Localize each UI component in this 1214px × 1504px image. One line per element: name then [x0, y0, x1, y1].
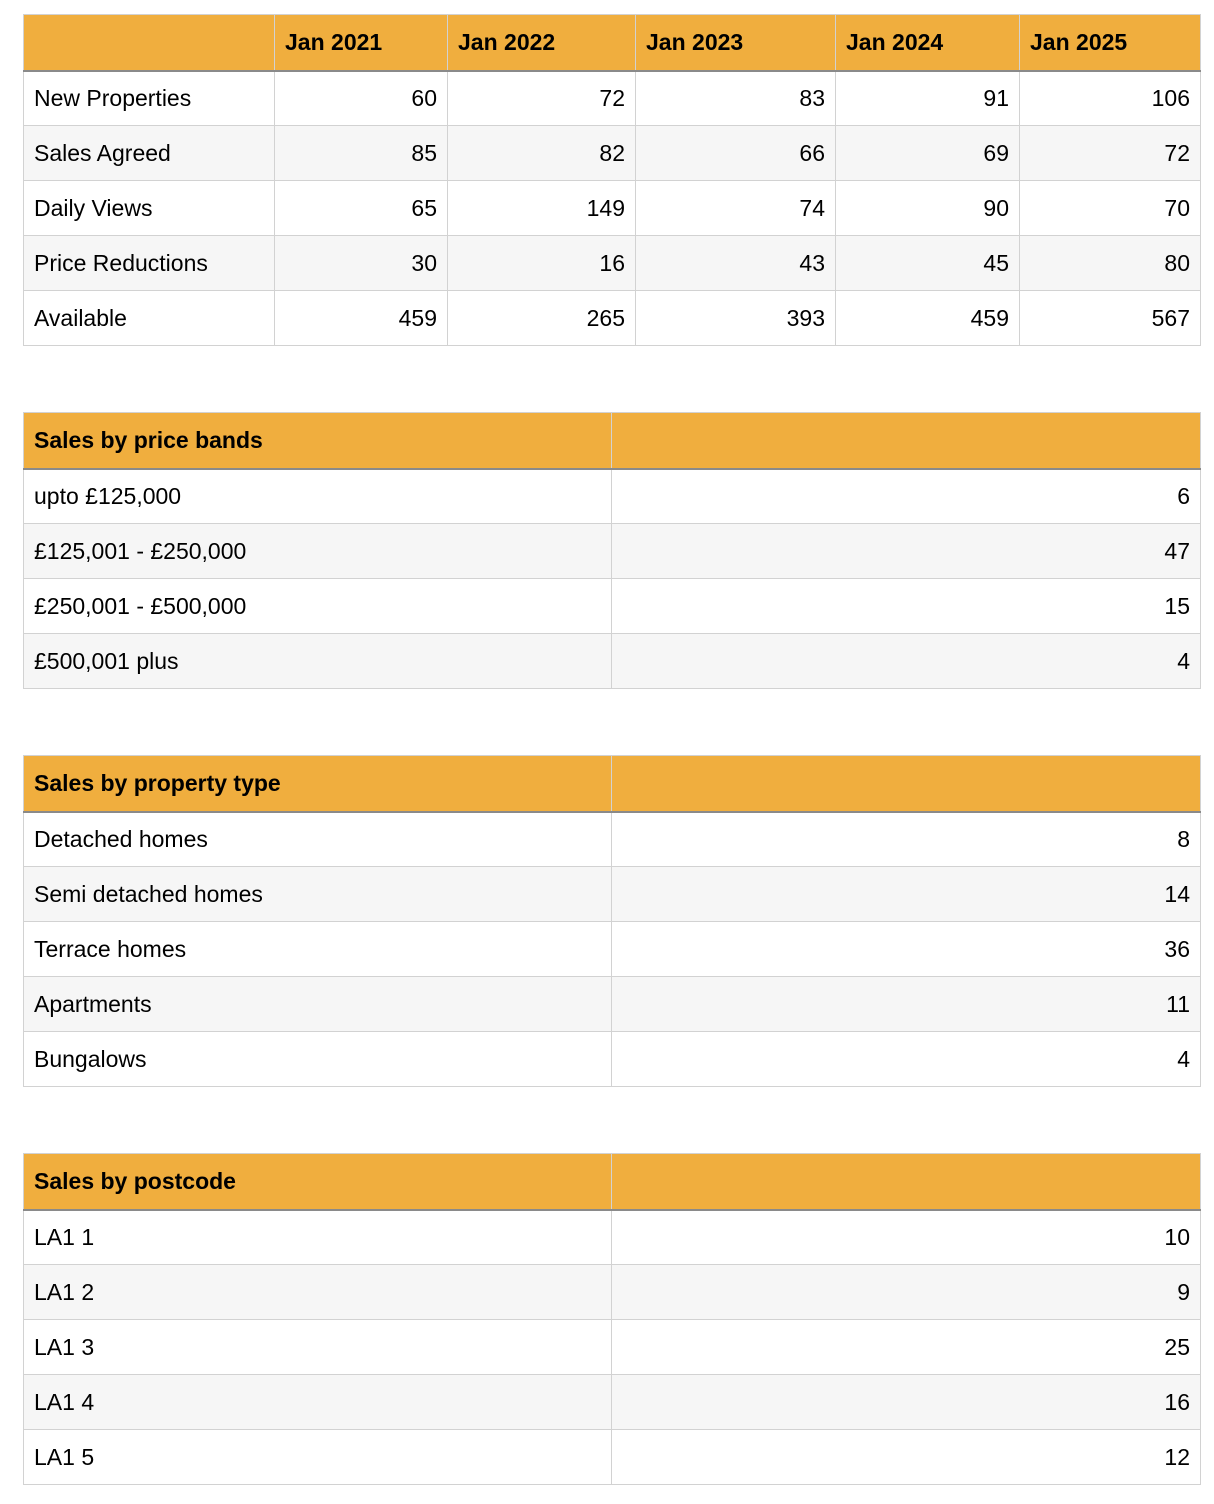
table-row: [24, 634, 1201, 689]
cell-value: 82: [448, 126, 636, 181]
table-row: [24, 1032, 1201, 1087]
cell-value: 69: [836, 126, 1020, 181]
cell-value: 72: [1020, 126, 1201, 181]
row-label: Sales Agreed: [24, 126, 275, 181]
row-label: New Properties: [24, 71, 275, 126]
table-title: Sales by property type: [24, 756, 612, 812]
table-row: [24, 291, 1201, 346]
cell-value: 74: [636, 181, 836, 236]
cell-value: 83: [636, 71, 836, 126]
cell-value: 106: [1020, 71, 1201, 126]
table-row: [24, 977, 1201, 1032]
cell-value: 72: [448, 71, 636, 126]
table-row: [24, 71, 1201, 126]
cell-value: 25: [612, 1320, 1201, 1375]
monthly-header-col: Jan 2025: [1020, 15, 1201, 71]
row-label: LA1 4: [24, 1375, 612, 1430]
value-header: [612, 1154, 1201, 1210]
cell-value: 45: [836, 236, 1020, 291]
table-title: Sales by price bands: [24, 413, 612, 469]
cell-value: 265: [448, 291, 636, 346]
postcode-header-row: [24, 1154, 1201, 1210]
cell-value: 11: [612, 977, 1201, 1032]
row-label: LA1 5: [24, 1430, 612, 1485]
postcode-table: [23, 1153, 1201, 1485]
cell-value: 43: [636, 236, 836, 291]
row-label: Available: [24, 291, 275, 346]
cell-value: 149: [448, 181, 636, 236]
cell-value: 60: [275, 71, 448, 126]
row-label: £250,001 - £500,000: [24, 579, 612, 634]
row-label: LA1 3: [24, 1320, 612, 1375]
property-type-header-row: [24, 756, 1201, 812]
row-label: £500,001 plus: [24, 634, 612, 689]
cell-value: 91: [836, 71, 1020, 126]
cell-value: 36: [612, 922, 1201, 977]
table-row: [24, 1265, 1201, 1320]
row-label: £125,001 - £250,000: [24, 524, 612, 579]
table-row: [24, 1375, 1201, 1430]
row-label: Semi detached homes: [24, 867, 612, 922]
cell-value: 66: [636, 126, 836, 181]
table-row: [24, 469, 1201, 524]
row-label: Apartments: [24, 977, 612, 1032]
table-row: [24, 1320, 1201, 1375]
cell-value: 65: [275, 181, 448, 236]
table-row: [24, 126, 1201, 181]
monthly-header-col: Jan 2023: [636, 15, 836, 71]
cell-value: 10: [612, 1210, 1201, 1265]
cell-value: 12: [612, 1430, 1201, 1485]
cell-value: 16: [612, 1375, 1201, 1430]
table-row: [24, 236, 1201, 291]
row-label: Price Reductions: [24, 236, 275, 291]
row-label: LA1 1: [24, 1210, 612, 1265]
cell-value: 90: [836, 181, 1020, 236]
table-row: [24, 181, 1201, 236]
row-label: Daily Views: [24, 181, 275, 236]
monthly-header-col: Jan 2021: [275, 15, 448, 71]
table-row: [24, 1430, 1201, 1485]
cell-value: 567: [1020, 291, 1201, 346]
cell-value: 15: [612, 579, 1201, 634]
cell-value: 70: [1020, 181, 1201, 236]
row-label: Bungalows: [24, 1032, 612, 1087]
table-row: [24, 524, 1201, 579]
table-row: [24, 812, 1201, 867]
cell-value: 393: [636, 291, 836, 346]
cell-value: 47: [612, 524, 1201, 579]
cell-value: 30: [275, 236, 448, 291]
cell-value: 4: [612, 1032, 1201, 1087]
table-row: [24, 922, 1201, 977]
property-type-table: [23, 755, 1201, 1087]
value-header: [612, 756, 1201, 812]
monthly-header-col: Jan 2024: [836, 15, 1020, 71]
cell-value: 6: [612, 469, 1201, 524]
cell-value: 4: [612, 634, 1201, 689]
table-row: [24, 579, 1201, 634]
row-label: Detached homes: [24, 812, 612, 867]
cell-value: 459: [836, 291, 1020, 346]
cell-value: 14: [612, 867, 1201, 922]
row-label: LA1 2: [24, 1265, 612, 1320]
monthly-header-col: Jan 2022: [448, 15, 636, 71]
price-bands-table: [23, 412, 1201, 689]
row-label: Terrace homes: [24, 922, 612, 977]
cell-value: 459: [275, 291, 448, 346]
cell-value: 8: [612, 812, 1201, 867]
table-title: Sales by postcode: [24, 1154, 612, 1210]
cell-value: 80: [1020, 236, 1201, 291]
monthly-stats-table: [23, 14, 1201, 346]
table-row: [24, 867, 1201, 922]
value-header: [612, 413, 1201, 469]
cell-value: 9: [612, 1265, 1201, 1320]
price-bands-header-row: [24, 413, 1201, 469]
row-label: upto £125,000: [24, 469, 612, 524]
monthly-header-row: [24, 15, 1201, 71]
table-row: [24, 1210, 1201, 1265]
monthly-header-corner: [24, 15, 275, 71]
cell-value: 16: [448, 236, 636, 291]
cell-value: 85: [275, 126, 448, 181]
